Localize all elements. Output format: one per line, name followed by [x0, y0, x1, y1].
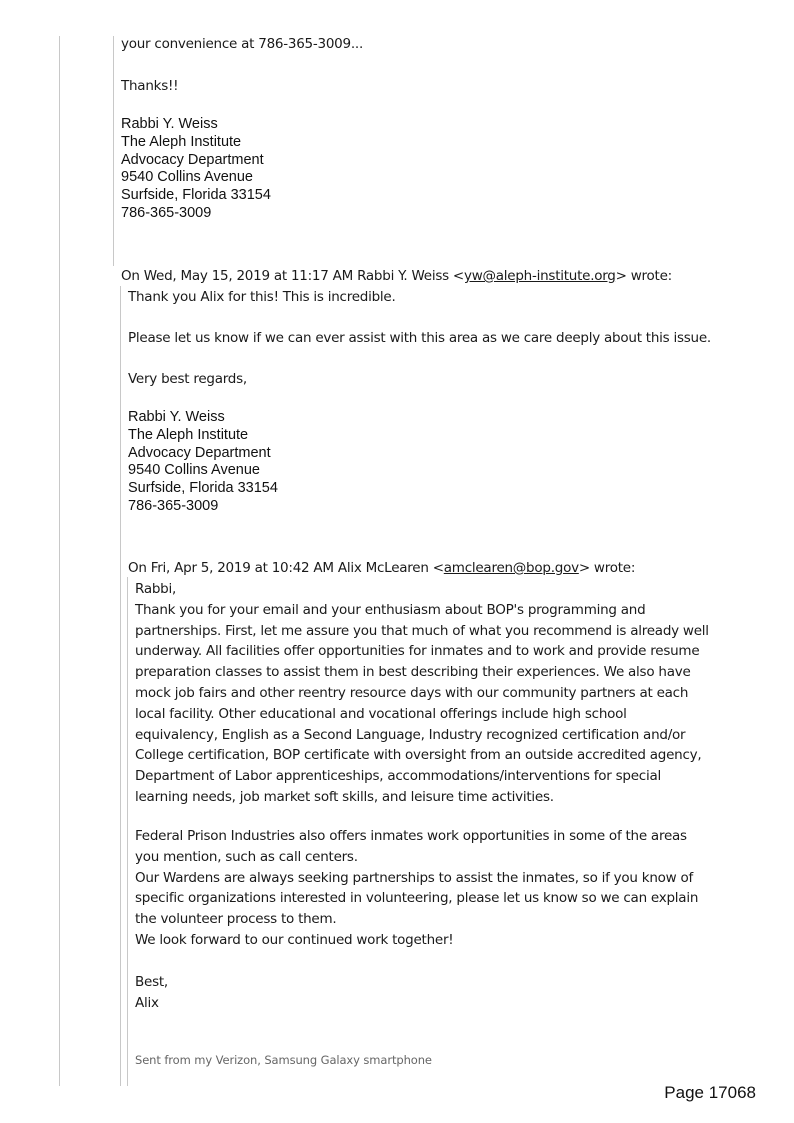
thanks-line: [121, 76, 178, 97]
signature-line: 9540 Collins Avenue: [121, 169, 253, 186]
paragraph-line: learning needs, job market soft skills, and leisure time activities.: [135, 788, 554, 805]
paragraph-line: equivalency, English as a Second Language, Industry recognized certification and/or: [135, 726, 686, 743]
paragraph: Please let us know if we can ever assist with this area as we care deeply about this issue.: [128, 330, 711, 346]
sender-name: Alix: [135, 994, 159, 1011]
quote-bar-level2: [120, 286, 121, 1086]
signature-line: Surfside, Florida 33154: [128, 480, 278, 497]
quote-bar-outer: [59, 36, 60, 1086]
paragraph-line: Our Wardens are always seeking partnerships to assist the inmates, so if you know of: [135, 869, 693, 886]
signature-line: 786-365-3009: [128, 497, 219, 514]
paragraph-line: specific organizations interested in volunteering, please let us know so we can explain: [135, 890, 699, 907]
signature-line: 786-365-3009: [121, 204, 212, 221]
signature-line: Rabbi Y. Weiss: [128, 409, 225, 425]
page-number: Page 17068: [664, 1083, 756, 1102]
paragraph-line: Department of Labor apprenticeships, accommodations/interventions for special: [135, 768, 661, 785]
signature-line: The Aleph Institute: [128, 426, 249, 443]
paragraph-line: underway. All facilities offer opportunities for inmates and to work and provide resume: [135, 643, 700, 660]
sent-from-note: [135, 1053, 432, 1067]
greeting: Rabbi,: [135, 581, 177, 597]
quote-bar-level3: [127, 577, 128, 1086]
signature-line: Advocacy Department: [121, 151, 264, 168]
reply-body-2-p2: [135, 826, 698, 951]
fragment-line: your convenience at 786-365-3009...: [121, 36, 363, 52]
reply-body-1-closing: [128, 369, 247, 390]
header-suffix: > wrote:: [615, 268, 672, 284]
signature-line: The Aleph Institute: [121, 133, 242, 150]
sender-email-link[interactable]: yw@aleph-institute.org: [464, 268, 616, 284]
reply-body-1: [128, 287, 396, 308]
signature-block-1: [121, 116, 271, 223]
paragraph-line: preparation classes to assist them in best describing their experiences. We also have: [135, 664, 691, 681]
paragraph-line: mock job fairs and other reentry resource days with our community partners at each: [135, 684, 689, 701]
paragraph: Thank you Alix for this! This is incredible.: [128, 289, 396, 305]
signature-line: 9540 Collins Avenue: [128, 462, 260, 479]
signature-line: Advocacy Department: [128, 444, 271, 461]
header-prefix: On Fri, Apr 5, 2019 at 10:42 AM Alix McLearen <: [128, 560, 444, 576]
closing: Very best regards,: [128, 371, 247, 387]
reply-body-1-p2: [128, 328, 711, 349]
paragraph-line: local facility. Other educational and vocational offerings include high school: [135, 705, 627, 722]
reply-body-2-closing: [135, 972, 168, 1014]
paragraph-line: the volunteer process to them.: [135, 911, 337, 928]
paragraph-line: Thank you for your email and your enthusiasm about BOP's programming and: [135, 601, 646, 618]
reply-header-2: [128, 558, 635, 579]
paragraph-line: We look forward to our continued work together!: [135, 931, 454, 948]
thanks-text: Thanks!!: [121, 78, 179, 94]
signature-line: Surfside, Florida 33154: [121, 187, 271, 204]
header-prefix: On Wed, May 15, 2019 at 11:17 AM Rabbi Y. Weiss <: [121, 268, 464, 284]
header-suffix: > wrote:: [578, 560, 636, 576]
paragraph-line: Federal Prison Industries also offers inmates work opportunities in some of the areas: [135, 828, 687, 844]
signature-block-2: [128, 409, 278, 516]
sent-from-text: Sent from my Verizon, Samsung Galaxy smartphone: [135, 1053, 432, 1067]
signature-line: Rabbi Y. Weiss: [121, 116, 218, 132]
quote-bar-level1: [113, 36, 114, 266]
sender-email-link[interactable]: amclearen@bop.gov: [443, 560, 579, 576]
paragraph-line: partnerships. First, let me assure you that much of what you recommend is already well: [135, 622, 709, 639]
reply-body-2: [135, 579, 709, 808]
reply-header-1: [121, 266, 672, 287]
paragraph-line: you mention, such as call centers.: [135, 848, 358, 865]
closing: Best,: [135, 974, 168, 990]
top-fragment: [121, 34, 363, 55]
paragraph-line: College certification, BOP certificate with oversight from an outside accredited agency,: [135, 747, 702, 764]
